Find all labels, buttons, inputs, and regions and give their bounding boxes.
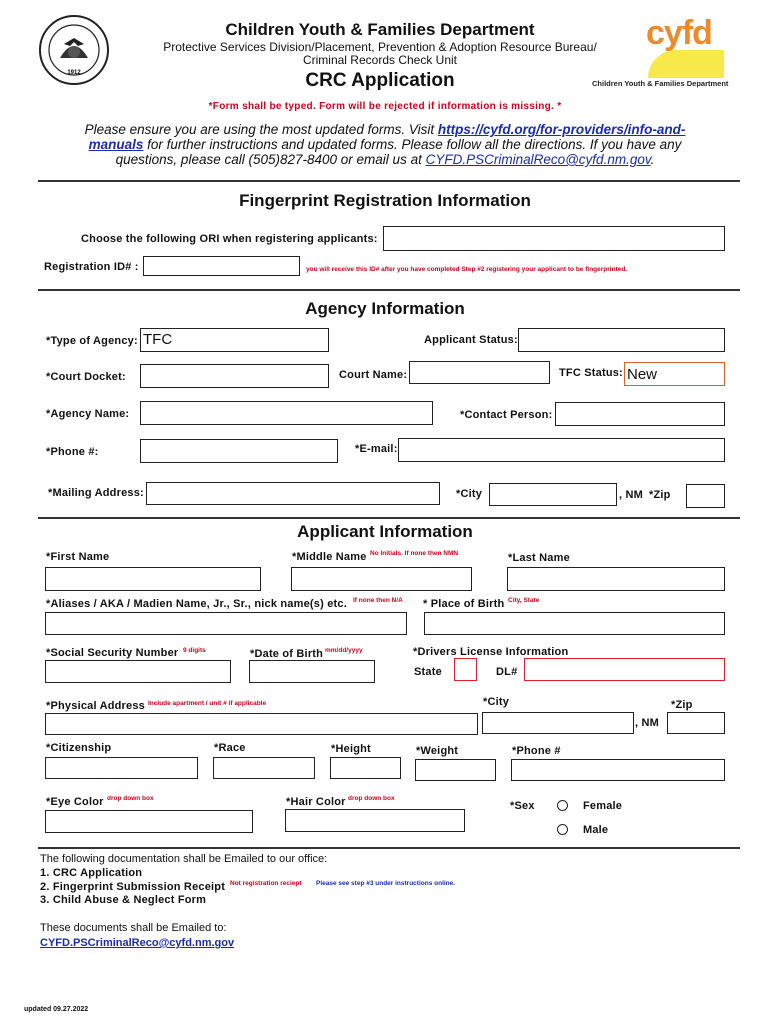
mailing-address-field[interactable] [146, 482, 440, 505]
department-name: Children Youth & Families Department [225, 20, 535, 39]
applicant-zip-field[interactable] [667, 712, 725, 734]
docs-item-2-note-red: Not registration reciept [230, 880, 302, 887]
contact-person-field[interactable] [555, 402, 725, 426]
applicant-status-field[interactable] [518, 328, 725, 352]
court-name-field[interactable] [409, 361, 550, 384]
middle-name-label: *Middle Name [292, 551, 367, 563]
applicant-section-title: Applicant Information [297, 522, 473, 541]
docs-item-2-note-blue: Please see step #3 under instructions online. [316, 880, 456, 887]
docs-email-link[interactable]: CYFD.PSCriminalReco@cyfd.nm.gov [40, 937, 235, 949]
intro-text: . [650, 152, 655, 167]
court-name-label: Court Name: [339, 369, 408, 381]
agency-email-field[interactable] [398, 438, 725, 462]
sex-label: *Sex [510, 800, 535, 812]
agency-city-label: *City [456, 488, 483, 500]
applicant-phone-label: *Phone # [512, 745, 561, 757]
last-name-field[interactable] [507, 567, 725, 591]
agency-name-field[interactable] [140, 401, 433, 425]
intro-email-link[interactable]: CYFD.PSCriminalReco@cyfd.nm.gov [425, 152, 651, 167]
updated-date: updated 09.27.2022 [24, 1006, 89, 1013]
race-label: *Race [214, 742, 246, 754]
agency-section-title: Agency Information [305, 299, 465, 318]
weight-label: *Weight [416, 745, 459, 757]
agency-type-field[interactable] [140, 328, 329, 352]
place-of-birth-note: City, State [508, 597, 540, 604]
ssn-field[interactable] [45, 660, 231, 683]
agency-name-label: *Agency Name: [46, 408, 130, 420]
registration-id-field[interactable] [143, 256, 300, 276]
ori-label: Choose the following ORI when registering applicants: [81, 233, 378, 245]
info-manuals-link-cont[interactable]: manuals [88, 137, 144, 152]
physical-address-label: *Physical Address [46, 700, 145, 712]
middle-name-note: No Initials. If none then NMN [370, 550, 459, 557]
applicant-city-field[interactable] [482, 712, 634, 734]
drivers-license-label: *Drivers License Information [413, 646, 569, 658]
agency-email-label: *E-mail: [355, 443, 398, 455]
ssn-label: *Social Security Number [46, 647, 179, 659]
applicant-zip-label: *Zip [671, 699, 693, 711]
hair-color-label: *Hair Color [286, 796, 346, 808]
form-title: CRC Application [305, 70, 455, 91]
registration-id-note: you will receive this ID# after you have completed Step #2 registering your applicant to be fingerprinted. [306, 266, 628, 273]
tfc-status-label: TFC Status: [559, 367, 623, 379]
eye-color-label: *Eye Color [46, 796, 104, 808]
applicant-city-label: *City [483, 696, 510, 708]
weight-field[interactable] [415, 759, 496, 781]
logo-caption: Children Youth & Families Department [592, 79, 729, 88]
intro-text: for further instructions and updated forms. Please follow all the directions. If you have any [143, 137, 682, 152]
height-label: *Height [331, 743, 371, 755]
dl-number-label: DL# [496, 666, 518, 678]
typed-warning: *Form shall be typed. Form will be rejected if information is missing. * [208, 101, 562, 112]
agency-phone-label: *Phone #: [46, 446, 99, 458]
info-manuals-link[interactable]: https://cyfd.org/for-providers/info-and- [437, 122, 686, 137]
court-docket-label: *Court Docket: [46, 371, 126, 383]
divider [38, 180, 740, 182]
last-name-label: *Last Name [508, 552, 570, 564]
physical-address-note: Include apartment / unit # if applicable [148, 700, 267, 707]
sex-male-label: Male [583, 824, 609, 836]
sex-female-radio[interactable] [557, 800, 568, 811]
applicant-nm-label: , NM [635, 717, 660, 729]
agency-zip-field[interactable] [686, 484, 725, 508]
division-line1: Protective Services Division/Placement, Prevention & Adoption Resource Bureau/ [163, 40, 597, 54]
agency-type-label: *Type of Agency: [46, 335, 138, 347]
first-name-label: *First Name [46, 551, 110, 563]
physical-address-field[interactable] [45, 713, 478, 735]
dob-note: mm/dd/yyyy [325, 647, 363, 654]
citizenship-label: *Citizenship [46, 742, 112, 754]
intro-paragraph [40, 122, 730, 167]
docs-item-2: 2. Fingerprint Submission Receipt [40, 881, 226, 893]
dl-number-field[interactable] [524, 658, 725, 681]
divider [38, 289, 740, 291]
state-seal [38, 14, 110, 86]
applicant-phone-field[interactable] [511, 759, 725, 781]
divider [38, 847, 740, 849]
aliases-note: If none then N/A [353, 597, 403, 604]
place-of-birth-field[interactable] [424, 612, 725, 635]
middle-name-field[interactable] [291, 567, 472, 591]
intro-text: Please ensure you are using the most updated forms. Visit [84, 122, 438, 137]
eye-color-note: drop down box [107, 795, 154, 802]
place-of-birth-label: * Place of Birth [423, 598, 505, 610]
docs-intro: The following documentation shall be Emailed to our office: [40, 853, 328, 865]
sex-male-radio[interactable] [557, 824, 568, 835]
eye-color-dropdown[interactable] [45, 810, 253, 833]
race-field[interactable] [213, 757, 315, 779]
svg-text:1912: 1912 [67, 70, 81, 76]
dob-field[interactable] [249, 660, 375, 683]
applicant-status-label: Applicant Status: [424, 334, 518, 346]
agency-zip-label: *Zip [649, 489, 671, 501]
aliases-label: *Aliases / AKA / Madien Name, Jr., Sr., nick name(s) etc. [46, 598, 347, 610]
first-name-field[interactable] [45, 567, 261, 591]
fingerprint-section-title: Fingerprint Registration Information [239, 191, 531, 210]
dob-label: *Date of Birth [250, 648, 324, 660]
contact-person-label: *Contact Person: [460, 409, 553, 421]
agency-city-field[interactable] [489, 483, 617, 506]
hair-color-dropdown[interactable] [285, 809, 465, 832]
agency-nm-label: , NM [619, 489, 644, 501]
docs-item-1: 1. CRC Application [40, 867, 143, 879]
division-line2: Criminal Records Check Unit [302, 53, 458, 67]
tfc-status-field[interactable] [624, 362, 725, 386]
divider [38, 517, 740, 519]
logo-wordmark: cyfd [646, 14, 712, 52]
agency-type-value: TFC [143, 331, 173, 348]
aliases-field[interactable] [45, 612, 407, 635]
logo-yellow-swoosh [648, 50, 724, 78]
agency-phone-field[interactable] [140, 439, 338, 463]
ssn-note: 9 digits [183, 647, 206, 654]
emailed-to-label: These documents shall be Emailed to: [40, 922, 227, 934]
tfc-status-value: New [627, 366, 658, 383]
intro-text: questions, please call (505)827-8400 or email us at [115, 152, 426, 167]
docs-item-3: 3. Child Abuse & Neglect Form [40, 894, 207, 906]
sex-female-label: Female [583, 800, 623, 812]
dl-state-field[interactable] [454, 658, 477, 681]
court-docket-field[interactable] [140, 364, 329, 388]
dl-state-label: State [414, 666, 442, 678]
mailing-address-label: *Mailing Address: [48, 487, 144, 499]
registration-id-label: Registration ID# : [44, 261, 139, 273]
hair-color-note: drop down box [348, 795, 395, 802]
ori-field[interactable] [383, 226, 725, 251]
citizenship-field[interactable] [45, 757, 198, 779]
height-field[interactable] [330, 757, 401, 779]
